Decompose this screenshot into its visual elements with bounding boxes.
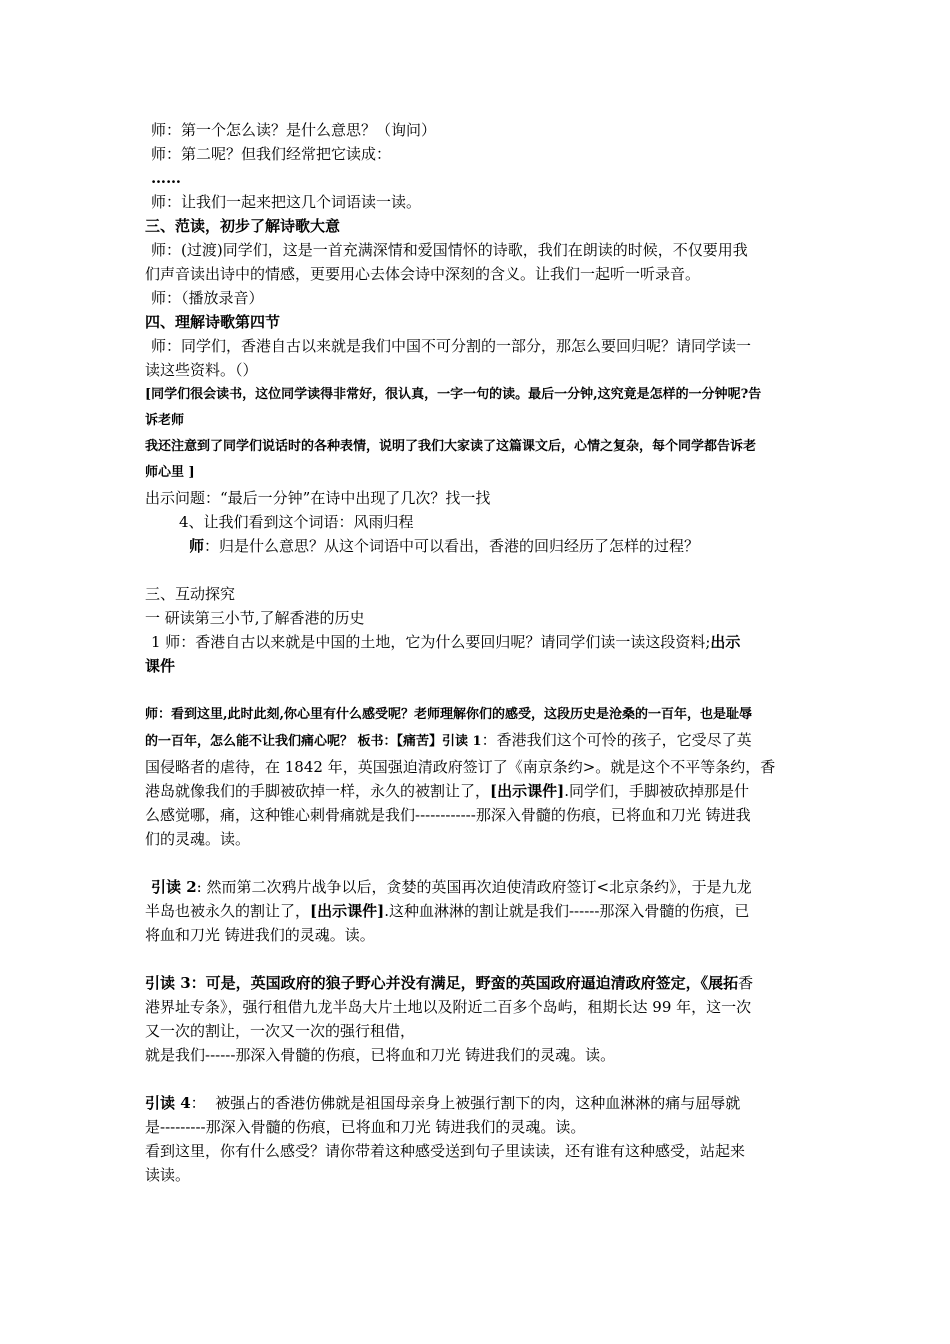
text-line: 师：第二呢？但我们经常把它读成：	[151, 145, 392, 163]
text-line: 又一次的割让，一次又一次的强行租借，	[145, 1022, 416, 1040]
text-span: 香	[738, 974, 754, 992]
text-line: 师：（播放录音）	[151, 289, 264, 307]
text-span: : 然而第二次鸦片战争以后，贪婪的英国再次迫使清政府签订<北京条约》，于是九龙	[196, 878, 752, 896]
text-span: 的一百年，怎么能不让我们痛心呢？ 板书：【痛苦】引读 1	[145, 734, 482, 749]
text-line: 师：(过渡)同学们，这是一首充满深情和爱国情怀的诗歌，我们在朗读的时候，不仅要用我	[151, 241, 748, 259]
text-line: 们的灵魂。读。	[145, 830, 251, 848]
text-line: 国侵略者的虐待，在 1842 年，英国强迫清政府签订了《南京条约>。就是这个不平等条约，香	[145, 758, 776, 776]
section-heading: 四、理解诗歌第四节	[145, 313, 281, 331]
text-line: 港界址专条》，强行租借九龙半岛大片土地以及附近二百多个岛屿，租期长达 99 年，这一次	[145, 998, 752, 1016]
text-line: 师：让我们一起来把这几个词语读一读。	[151, 193, 422, 211]
text-span: 港岛就像我们的手脚被砍掉一样，永久的被割让了，	[145, 782, 491, 800]
text-span: ： 被强占的香港仿佛就是祖国母亲身上被强行割下的肉，这种血淋淋的痛与屈辱就	[190, 1094, 741, 1112]
spacer	[145, 558, 810, 582]
text-line	[145, 534, 810, 558]
text-line: 们声音读出诗中的情感，更要用心去体会诗中深刻的含义。让我们一起听一听录音。	[145, 265, 701, 283]
text-line: 是---------那深入骨髓的伤痕，已将血和刀光 铸进我们的灵魂。读。	[145, 1118, 586, 1136]
text-line: 师心里 ]	[145, 465, 195, 480]
text-line: 4、让我们看到这个词语：风雨归程	[179, 513, 414, 531]
document-page	[145, 118, 810, 1187]
text-line	[145, 875, 810, 899]
text-span: 引读 4	[145, 1094, 191, 1112]
text-line	[145, 1091, 810, 1115]
spacer	[145, 851, 810, 875]
text-line	[145, 971, 810, 995]
text-line	[145, 779, 810, 803]
text-line: 师：同学们，香港自古以来就是我们中国不可分割的一部分，那怎么要回归呢？请同学读一	[151, 337, 752, 355]
text-span: 出示	[710, 633, 741, 651]
text-span: 引读 2	[151, 878, 197, 896]
text-line: 我还注意到了同学们说话时的各种表情，说明了我们大家读了这篇课文后，心情之复杂，每个同学都告诉老	[145, 439, 757, 454]
text-span: 1 师：香港自古以来就是中国的土地，它为什么要回归呢？请同学们读一读这段资料;	[151, 633, 711, 651]
text-span: ：归是什么意思？从这个词语中可以看出，香港的回归经历了怎样的过程？	[204, 537, 700, 555]
text-span: [出示课件]	[490, 782, 565, 800]
section-heading: 三、范读，初步了解诗歌大意	[145, 217, 341, 235]
text-span: 师	[189, 537, 205, 555]
text-line: ……	[151, 169, 181, 187]
text-line: 诉老师	[145, 413, 185, 428]
text-line: 看到这里，你有什么感受？请你带着这种感受送到句子里读读，还有谁有这种感受，站起来	[145, 1142, 746, 1160]
text-line: 师：看到这里,此时此刻,你心里有什么感受呢？老师理解你们的感受，这段历史是沧桑的一百年，也是耻辱	[145, 707, 753, 722]
text-line: 出示问题：“最后一分钟”在诗中出现了几次？找一找	[145, 489, 491, 507]
text-span: .同学们，手脚被砍掉那是什	[564, 782, 749, 800]
text-line: 一 研读第三小节,了解香港的历史	[145, 609, 365, 627]
text-line: 课件	[145, 657, 176, 675]
text-line	[145, 899, 810, 923]
text-span: .这种血淋淋的割让就是我们------那深入骨髓的伤痕，已	[384, 902, 750, 920]
text-span: 引读 3：可是，英国政府的狼子野心并没有满足，野蛮的英国政府逼迫清政府签定，《展拓	[145, 974, 739, 992]
text-line: [同学们很会读书，这位同学读得非常好，很认真，一字一句的读。最后一分钟,这究竟是怎样的一分钟呢?告	[145, 387, 762, 402]
text-line: 读读。	[145, 1166, 191, 1184]
text-line: 将血和刀光 铸进我们的灵魂。读。	[145, 926, 375, 944]
text-line	[145, 630, 810, 654]
spacer	[145, 678, 810, 702]
text-line: 么感觉哪，痛，这种锥心刺骨痛就是我们------------那深入骨髓的伤痕，已将血和刀光 铸进我	[145, 806, 751, 824]
text-line: 读这些资料。（）	[145, 361, 258, 379]
spacer	[145, 1067, 810, 1091]
spacer	[145, 947, 810, 971]
text-line	[145, 728, 810, 755]
text-span: 半岛也被永久的割让了，	[145, 902, 311, 920]
text-span: ：香港我们这个可怜的孩子，它受尽了英	[481, 731, 752, 749]
section-heading: 三、互动探究	[145, 585, 236, 603]
text-line: 师：第一个怎么读？是什么意思？（询问）	[151, 121, 437, 139]
text-span: [出示课件]	[310, 902, 385, 920]
text-line: 就是我们------那深入骨髓的伤痕，已将血和刀光 铸进我们的灵魂。读。	[145, 1046, 616, 1064]
